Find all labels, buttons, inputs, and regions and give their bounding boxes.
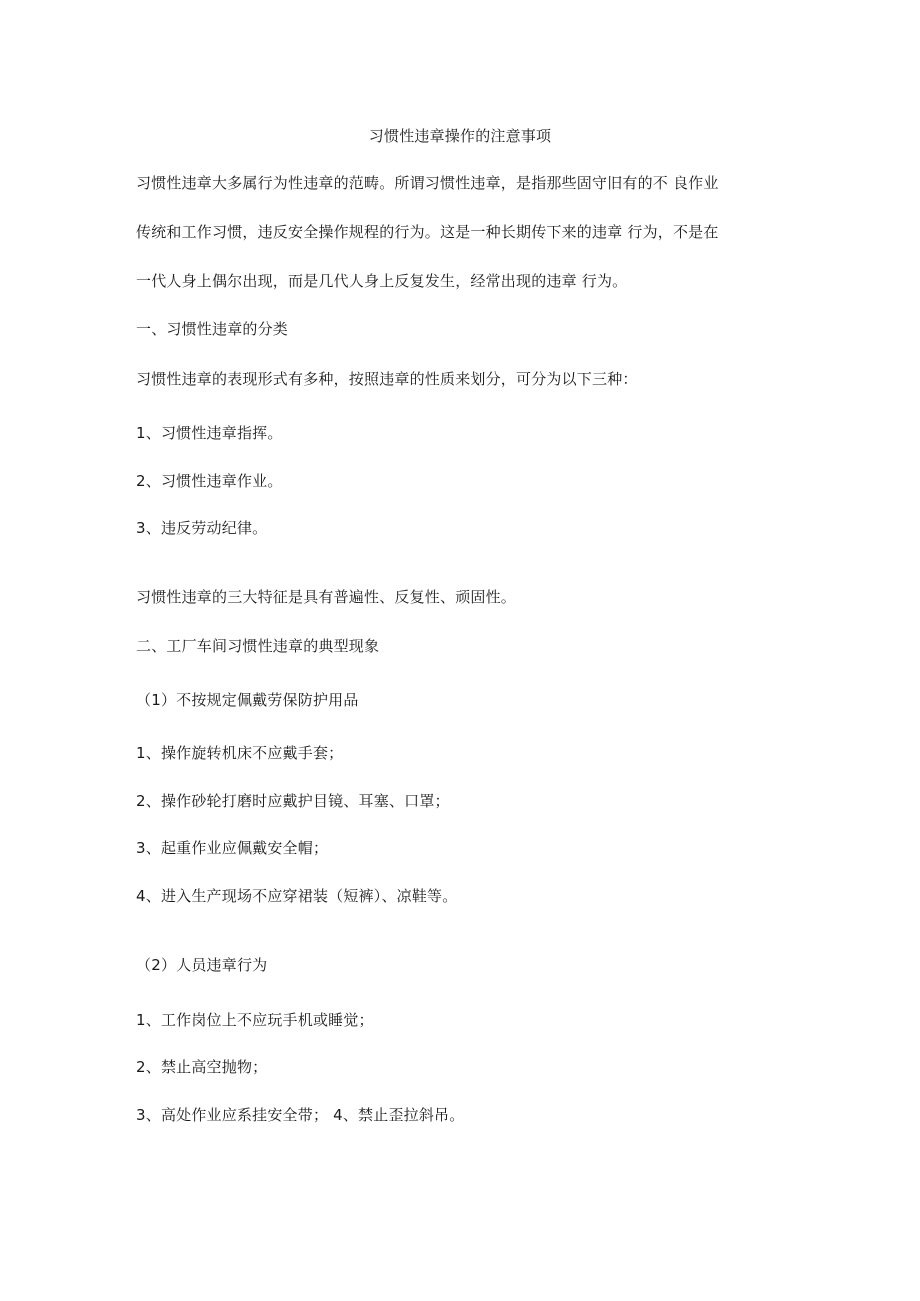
- group2-item-3: 3、高处作业应系挂安全带； 4、禁止歪拉斜吊。: [136, 1106, 465, 1124]
- group1-item-2: 2、操作砂轮打磨时应戴护目镜、耳塞、口罩；: [136, 792, 450, 810]
- group1-item-3: 3、起重作业应佩戴安全帽；: [136, 839, 329, 857]
- section1-item-3: 3、违反劳动纪律。: [136, 519, 268, 537]
- section1-item-1: 1、习惯性违章指挥。: [136, 424, 283, 442]
- group2-item-2: 2、禁止高空抛物；: [136, 1058, 268, 1076]
- section1-item-2: 2、习惯性违章作业。: [136, 472, 283, 490]
- group1-item-1: 1、操作旋转机床不应戴手套；: [136, 744, 344, 762]
- group1-item-4: 4、进入生产现场不应穿裙装（短裤）、凉鞋等。: [136, 887, 458, 905]
- section1-heading: 一、习惯性违章的分类: [136, 320, 289, 338]
- section1-lead: 习惯性违章的表现形式有多种，按照违章的性质来划分，可分为以下三种：: [136, 370, 638, 388]
- group1-heading: （1）不按规定佩戴劳保防护用品: [136, 691, 359, 709]
- group2-heading: （2）人员违章行为: [136, 956, 268, 974]
- document-title: 习惯性违章操作的注意事项: [368, 127, 552, 145]
- intro-line-2: 传统和工作习惯，违反安全操作规程的行为。这是一种长期传下来的违章 行为，不是在: [136, 223, 719, 241]
- section2-heading: 二、工厂车间习惯性违章的典型现象: [136, 637, 380, 655]
- intro-line-1: 习惯性违章大多属行为性违章的范畴。所谓习惯性违章，是指那些固守旧有的不 良作业: [136, 174, 719, 192]
- intro-line-3: 一代人身上偶尔出现，而是几代人身上反复发生，经常出现的违章 行为。: [136, 272, 628, 290]
- group2-item-1: 1、工作岗位上不应玩手机或睡觉；: [136, 1011, 374, 1029]
- section1-features: 习惯性违章的三大特征是具有普遍性、反复性、顽固性。: [136, 588, 517, 606]
